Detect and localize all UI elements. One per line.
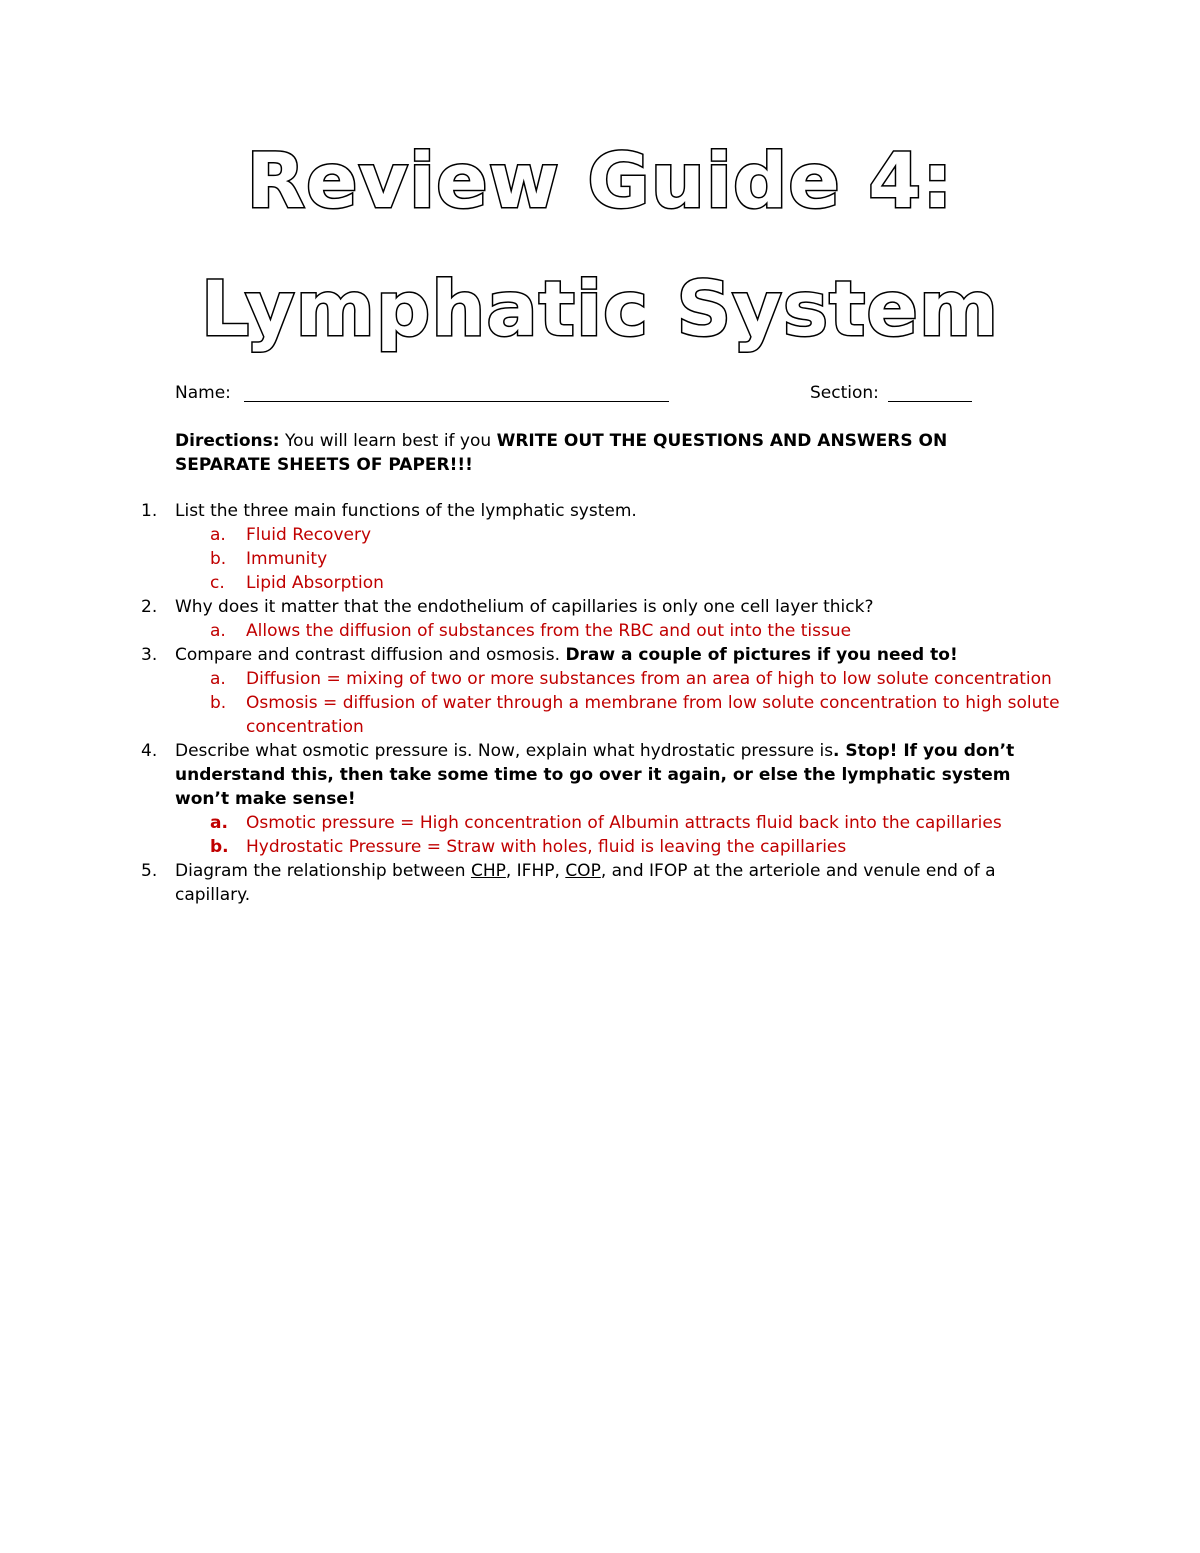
question-list	[0, 499, 1200, 907]
answer-1b	[0, 547, 1096, 571]
question-2	[0, 595, 1035, 619]
answer-letter: a.	[210, 669, 226, 689]
question-emphasis: Draw a couple of pictures if you need to!	[565, 645, 958, 665]
question-text: Describe what osmotic pressure is. Now, explain what hydrostatic pressure is	[175, 741, 834, 761]
answer-4a	[0, 811, 1096, 835]
section-label: Section:	[810, 383, 879, 403]
answer-text: Hydrostatic Pressure = Straw with holes, fluid is leaving the capillaries	[246, 837, 847, 857]
section-blank-line[interactable]	[888, 401, 972, 402]
name-label: Name:	[175, 383, 231, 403]
question-number: 1.	[141, 501, 158, 521]
answer-letter: a.	[210, 813, 228, 833]
answer-1c	[0, 571, 1096, 595]
answer-letter: a.	[210, 621, 226, 641]
answer-letter: c.	[210, 573, 225, 593]
question-3	[0, 643, 1035, 667]
answer-text: Diffusion = mixing of two or more substances from an area of high to low solute concentration	[246, 669, 1052, 689]
directions-text: You will learn best if you	[279, 431, 497, 451]
term-cop: COP	[565, 861, 601, 881]
title-line-2: Lymphatic System	[200, 264, 1000, 353]
name-blank-line[interactable]	[244, 401, 669, 402]
answer-3b	[0, 691, 1096, 739]
answer-text: Osmosis = diffusion of water through a membrane from low solute concentration to high solute concentration	[246, 693, 1060, 737]
answer-letter: b.	[210, 693, 227, 713]
question-text: , and IFOP at the arteriole and venule end of a capillary.	[175, 861, 996, 905]
question-number: 3.	[141, 645, 158, 665]
directions-emphasis: WRITE OUT THE QUESTIONS AND ANSWERS ON SEPARATE SHEETS OF PAPER!!!	[175, 431, 948, 475]
answer-letter: a.	[210, 525, 226, 545]
question-emphasis: . Stop! If you don’t understand this, then take some time to go over it again, or else the lymphatic system won’t make sense!	[175, 741, 1015, 809]
directions-label: Directions:	[175, 431, 280, 451]
title-line-1: Review Guide 4:	[246, 136, 954, 225]
answer-3a	[0, 667, 1096, 691]
term-chp: CHP	[470, 861, 506, 881]
question-5	[0, 859, 1035, 907]
question-number: 4.	[141, 741, 158, 761]
question-text: Compare and contrast diffusion and osmosis.	[175, 645, 566, 665]
answer-text: Immunity	[246, 549, 328, 569]
answer-text: Allows the diffusion of substances from the RBC and out into the tissue	[246, 621, 852, 641]
answer-2a	[0, 619, 1096, 643]
directions	[175, 429, 1025, 477]
question-number: 2.	[141, 597, 158, 617]
question-4	[0, 739, 1035, 811]
answer-1a	[0, 523, 1096, 547]
answer-letter: b.	[210, 837, 229, 857]
question-text: Diagram the relationship between	[175, 861, 471, 881]
question-1	[0, 499, 1035, 523]
answer-4b	[0, 835, 1096, 859]
question-text: List the three main functions of the lymphatic system.	[175, 501, 637, 521]
answer-text: Osmotic pressure = High concentration of Albumin attracts fluid back into the capillaries	[246, 813, 1002, 833]
question-number: 5.	[141, 861, 158, 881]
answer-letter: b.	[210, 549, 227, 569]
name-section-row	[175, 380, 995, 406]
answer-text: Lipid Absorption	[246, 573, 384, 593]
question-text: , IFHP,	[505, 861, 566, 881]
question-text: Why does it matter that the endothelium of capillaries is only one cell layer thick?	[175, 597, 874, 617]
answer-text: Fluid Recovery	[246, 525, 372, 545]
